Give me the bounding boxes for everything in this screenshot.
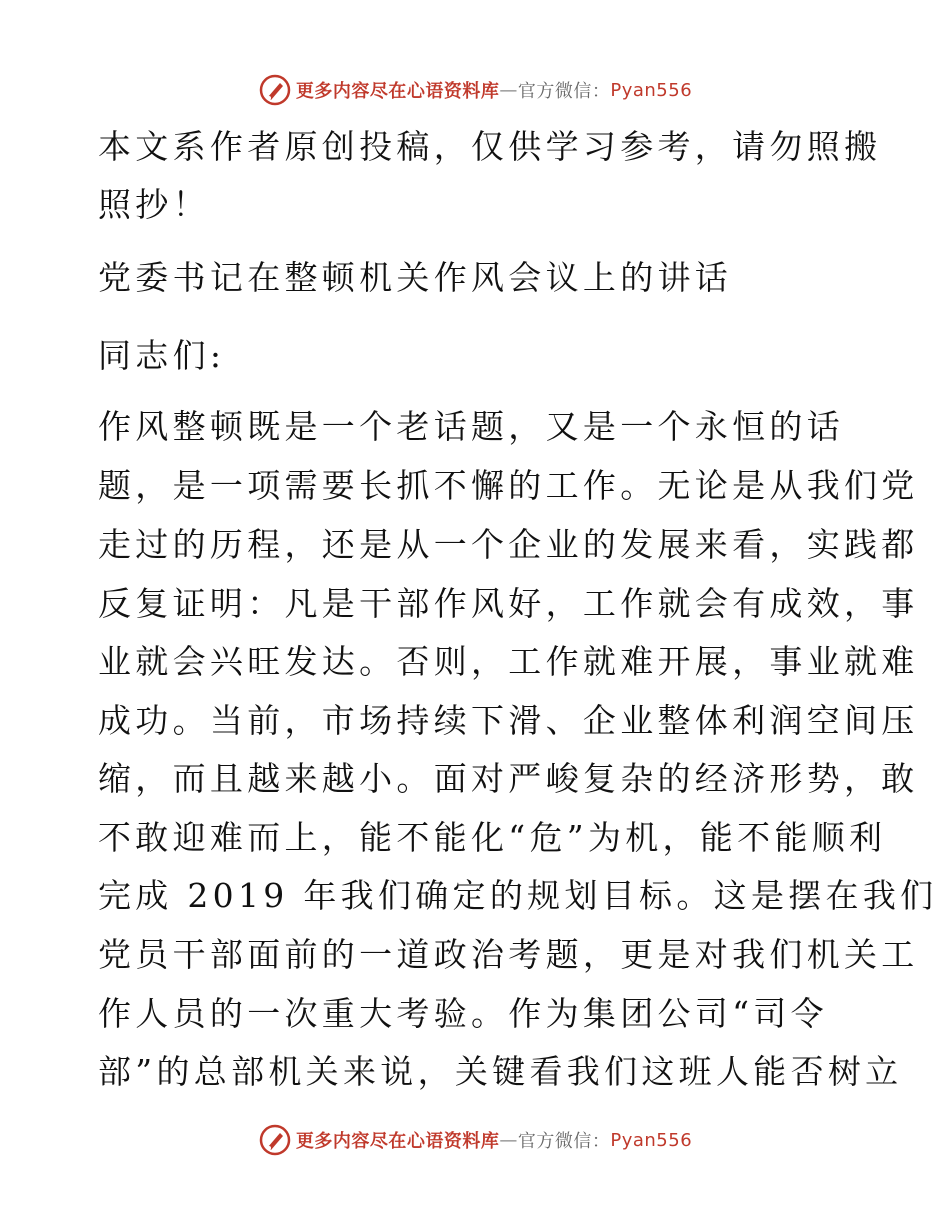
- text-line: 完成 2019 年我们确定的规划目标。这是摆在我们: [98, 876, 938, 915]
- text-line: 不敢迎难而上，能不能化“危”为机，能不能顺利: [98, 818, 887, 857]
- salutation: 同志们:: [98, 336, 226, 375]
- text-line: 照抄！: [98, 185, 210, 224]
- text-line: 作风整顿既是一个老话题，又是一个永恒的话: [98, 407, 844, 446]
- text-line: 缩，而且越来越小。面对严峻复杂的经济形势，敢: [98, 759, 919, 798]
- watermark-wechat-id: Pyan556: [610, 79, 693, 101]
- text-line: 成功。当前，市场持续下滑、企业整体利润空间压: [98, 701, 919, 740]
- watermark-text: 更多内容尽在心语资料库: [295, 1131, 500, 1152]
- watermark-wechat-id: Pyan556: [610, 1129, 693, 1151]
- watermark-separator: —: [499, 1129, 518, 1151]
- text-line: 题，是一项需要长抓不懈的工作。无论是从我们党: [98, 466, 919, 505]
- watermark-separator: —: [499, 79, 518, 101]
- header-watermark-banner: [0, 70, 950, 110]
- text-line: 党员干部面前的一道政治考题，更是对我们机关工: [98, 935, 919, 974]
- text-line: 走过的历程，还是从一个企业的发展来看，实践都: [98, 525, 919, 564]
- pen-nib-logo-icon: [258, 1123, 292, 1157]
- watermark-wechat-label: 官方微信：: [517, 81, 611, 102]
- text-line: 本文系作者原创投稿，仅供学习参考，请勿照搬: [98, 127, 882, 166]
- text-line: 作人员的一次重大考验。作为集团公司“司令: [98, 994, 828, 1033]
- text-line: 业就会兴旺发达。否则，工作就难开展，事业就难: [98, 642, 919, 681]
- watermark-text: 更多内容尽在心语资料库: [295, 81, 500, 102]
- document-title: 党委书记在整顿机关作风会议上的讲话: [98, 258, 733, 297]
- watermark-wechat-label: 官方微信：: [517, 1131, 611, 1152]
- pen-nib-logo-icon: [258, 73, 292, 107]
- text-line: 部”的总部机关来说，关键看我们这班人能否树立: [98, 1052, 903, 1091]
- text-line: 反复证明：凡是干部作风好，工作就会有成效，事: [98, 584, 919, 623]
- footer-watermark-banner: [0, 1120, 950, 1160]
